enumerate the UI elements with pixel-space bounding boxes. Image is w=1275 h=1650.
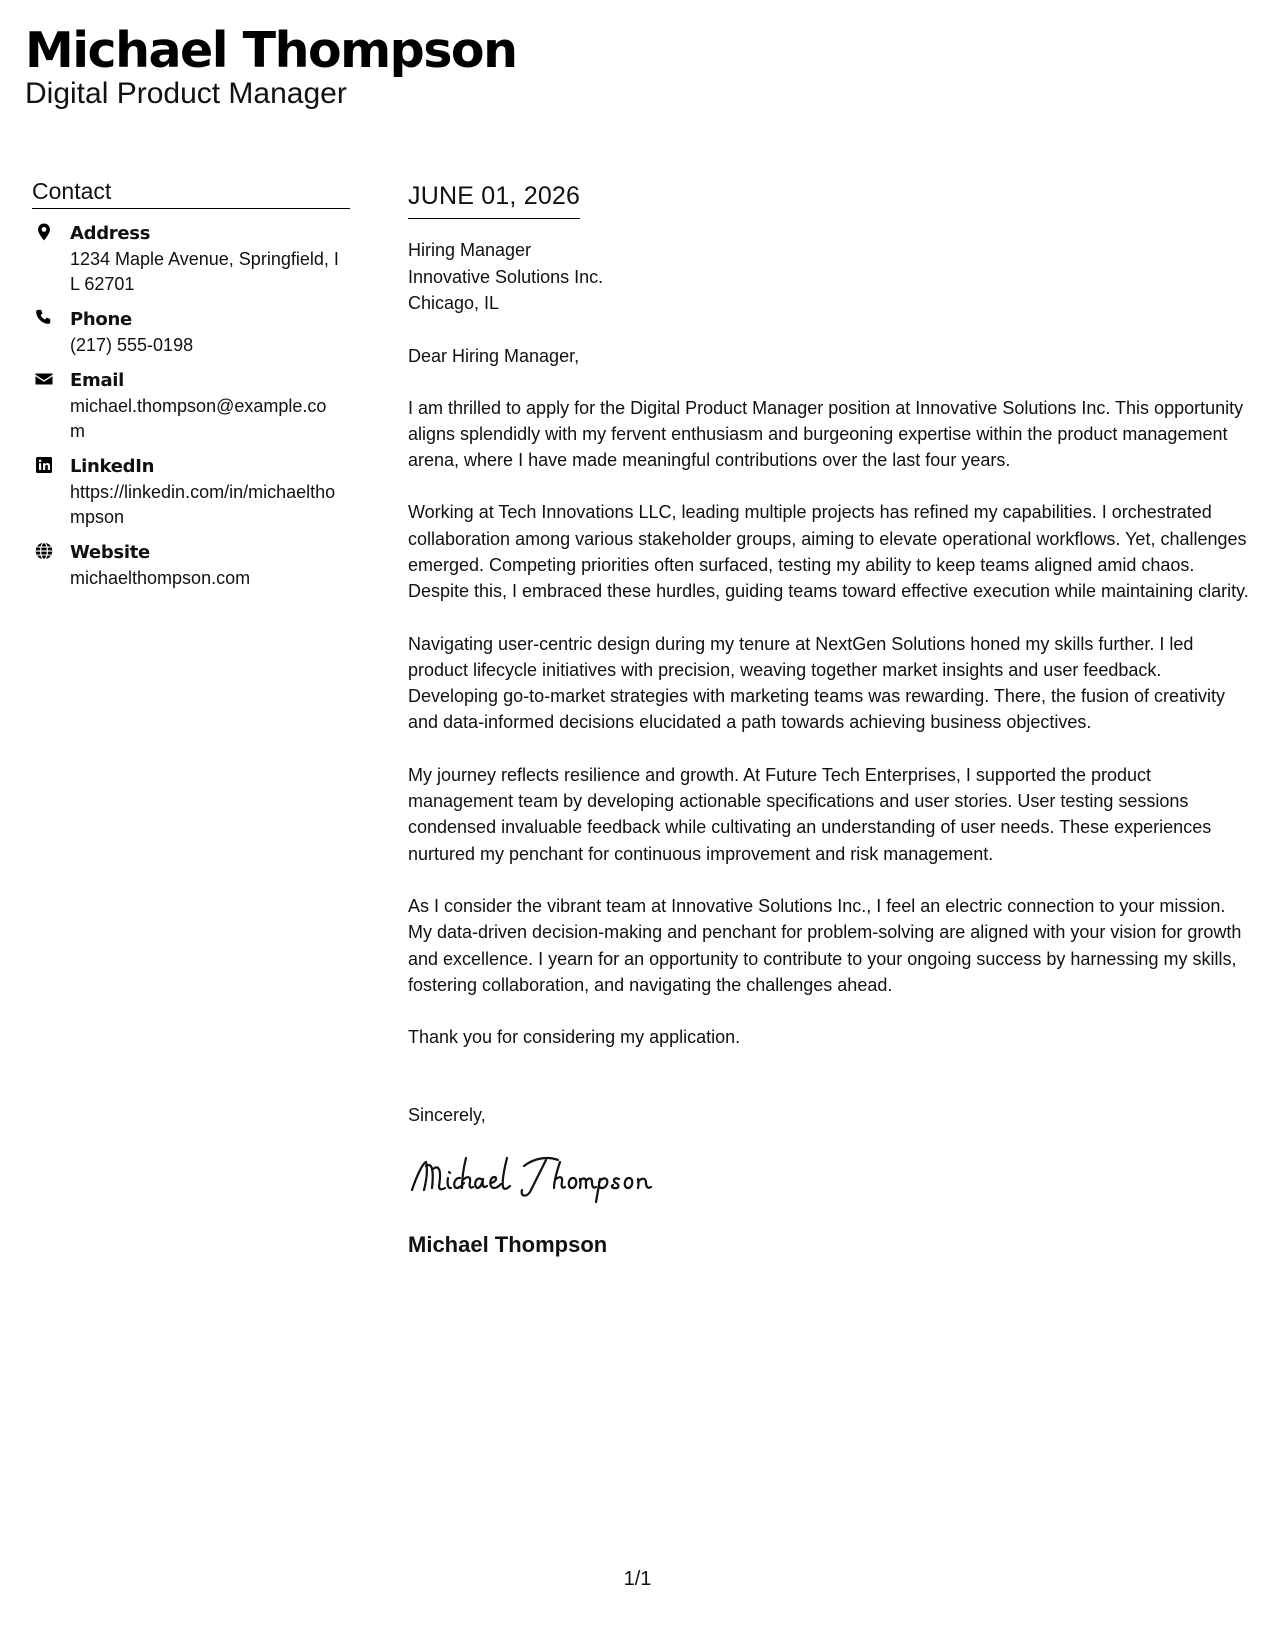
linkedin-label: LinkedIn (70, 456, 155, 477)
handwritten-signature (408, 1148, 668, 1204)
address-label: Address (70, 223, 151, 244)
applicant-name: Michael Thompson (25, 22, 517, 79)
phone-icon (34, 308, 54, 328)
email-value: michael.thompson@example.com (70, 396, 327, 441)
contact-item-website (32, 540, 350, 591)
website-value: michaelthompson.com (70, 568, 251, 588)
contact-item-email (32, 368, 350, 444)
phone-label: Phone (70, 309, 132, 330)
recipient-location: Chicago, IL (408, 293, 500, 313)
letter-greeting: Dear Hiring Manager, (408, 345, 580, 366)
recipient-block (408, 237, 1253, 317)
cover-letter (408, 180, 1253, 1259)
phone-value: (217) 555-0198 (70, 335, 194, 355)
email-label: Email (70, 370, 125, 391)
map-pin-icon (34, 222, 54, 242)
website-label: Website (70, 542, 150, 563)
address-value: 1234 Maple Avenue, Springfield, IL 62701 (70, 249, 339, 294)
envelope-icon (34, 369, 54, 389)
contact-item-address (32, 221, 350, 297)
letter-paragraph: I am thrilled to apply for the Digital Product Manager position at Innovative Solutions Inc. This opportunity aligns splendidly with my fervent enthusiasm and burgeoning expertise within the product management arena, where I have made meaningful contributions over the last four years. (408, 397, 1244, 471)
page-number: 1/1 (623, 1568, 652, 1590)
globe-icon (34, 541, 54, 561)
letter-paragraph: Working at Tech Innovations LLC, leading multiple projects has refined my capabilities. I orchestrated collaboration among various stakeholder groups, aiming to elevate operational workflows. Yet, challenges emerged. Competing priorities often surfaced, testing my ability to keep teams aligned amid chaos. Despite this, I embraced these hurdles, guiding teams toward effective execution while maintaining clarity. (408, 502, 1249, 602)
letter-date: JUNE 01, 2026 (408, 180, 580, 219)
letter-sign-off: Sincerely, (408, 1105, 486, 1126)
recipient-company: Innovative Solutions Inc. (408, 266, 604, 287)
letter-paragraph: As I consider the vibrant team at Innovative Solutions Inc., I feel an electric connection to your mission. My data-driven decision-making and penchant for problem-solving are aligned with your vision for growth and excellence. I yearn for an opportunity to contribute to your ongoing success by harnessing my skills, fostering collaboration, and navigating the challenges ahead. (408, 895, 1242, 995)
linkedin-value: https://linkedin.com/in/michaelthompson (70, 482, 336, 527)
contact-item-linkedin (32, 454, 350, 530)
linkedin-icon (34, 455, 54, 475)
letter-thanks: Thank you for considering my application. (408, 1027, 741, 1048)
contact-sidebar (32, 176, 350, 601)
letter-paragraph: My journey reflects resilience and growth. At Future Tech Enterprises, I supported the product management team by developing actionable specifications and user stories. User testing sessions condensed invaluable feedback while cultivating an understanding of user needs. These experiences nurtured my penchant for continuous improvement and risk management. (408, 764, 1212, 864)
contact-item-phone (32, 307, 350, 358)
recipient-title: Hiring Manager (408, 240, 532, 260)
contact-title: Contact (32, 176, 350, 209)
letter-paragraph: Navigating user-centric design during my tenure at NextGen Solutions honed my skills further. I led product lifecycle initiatives with precision, weaving together market insights and user feedback. Developing go-to-market strategies with marketing teams was rewarding. There, the fusion of creativity and data-informed decisions elucidated a path towards achieving business objectives. (408, 633, 1226, 733)
resume-header (25, 22, 516, 111)
signer-name: Michael Thompson (408, 1232, 608, 1258)
applicant-role: Digital Product Manager (25, 77, 347, 110)
